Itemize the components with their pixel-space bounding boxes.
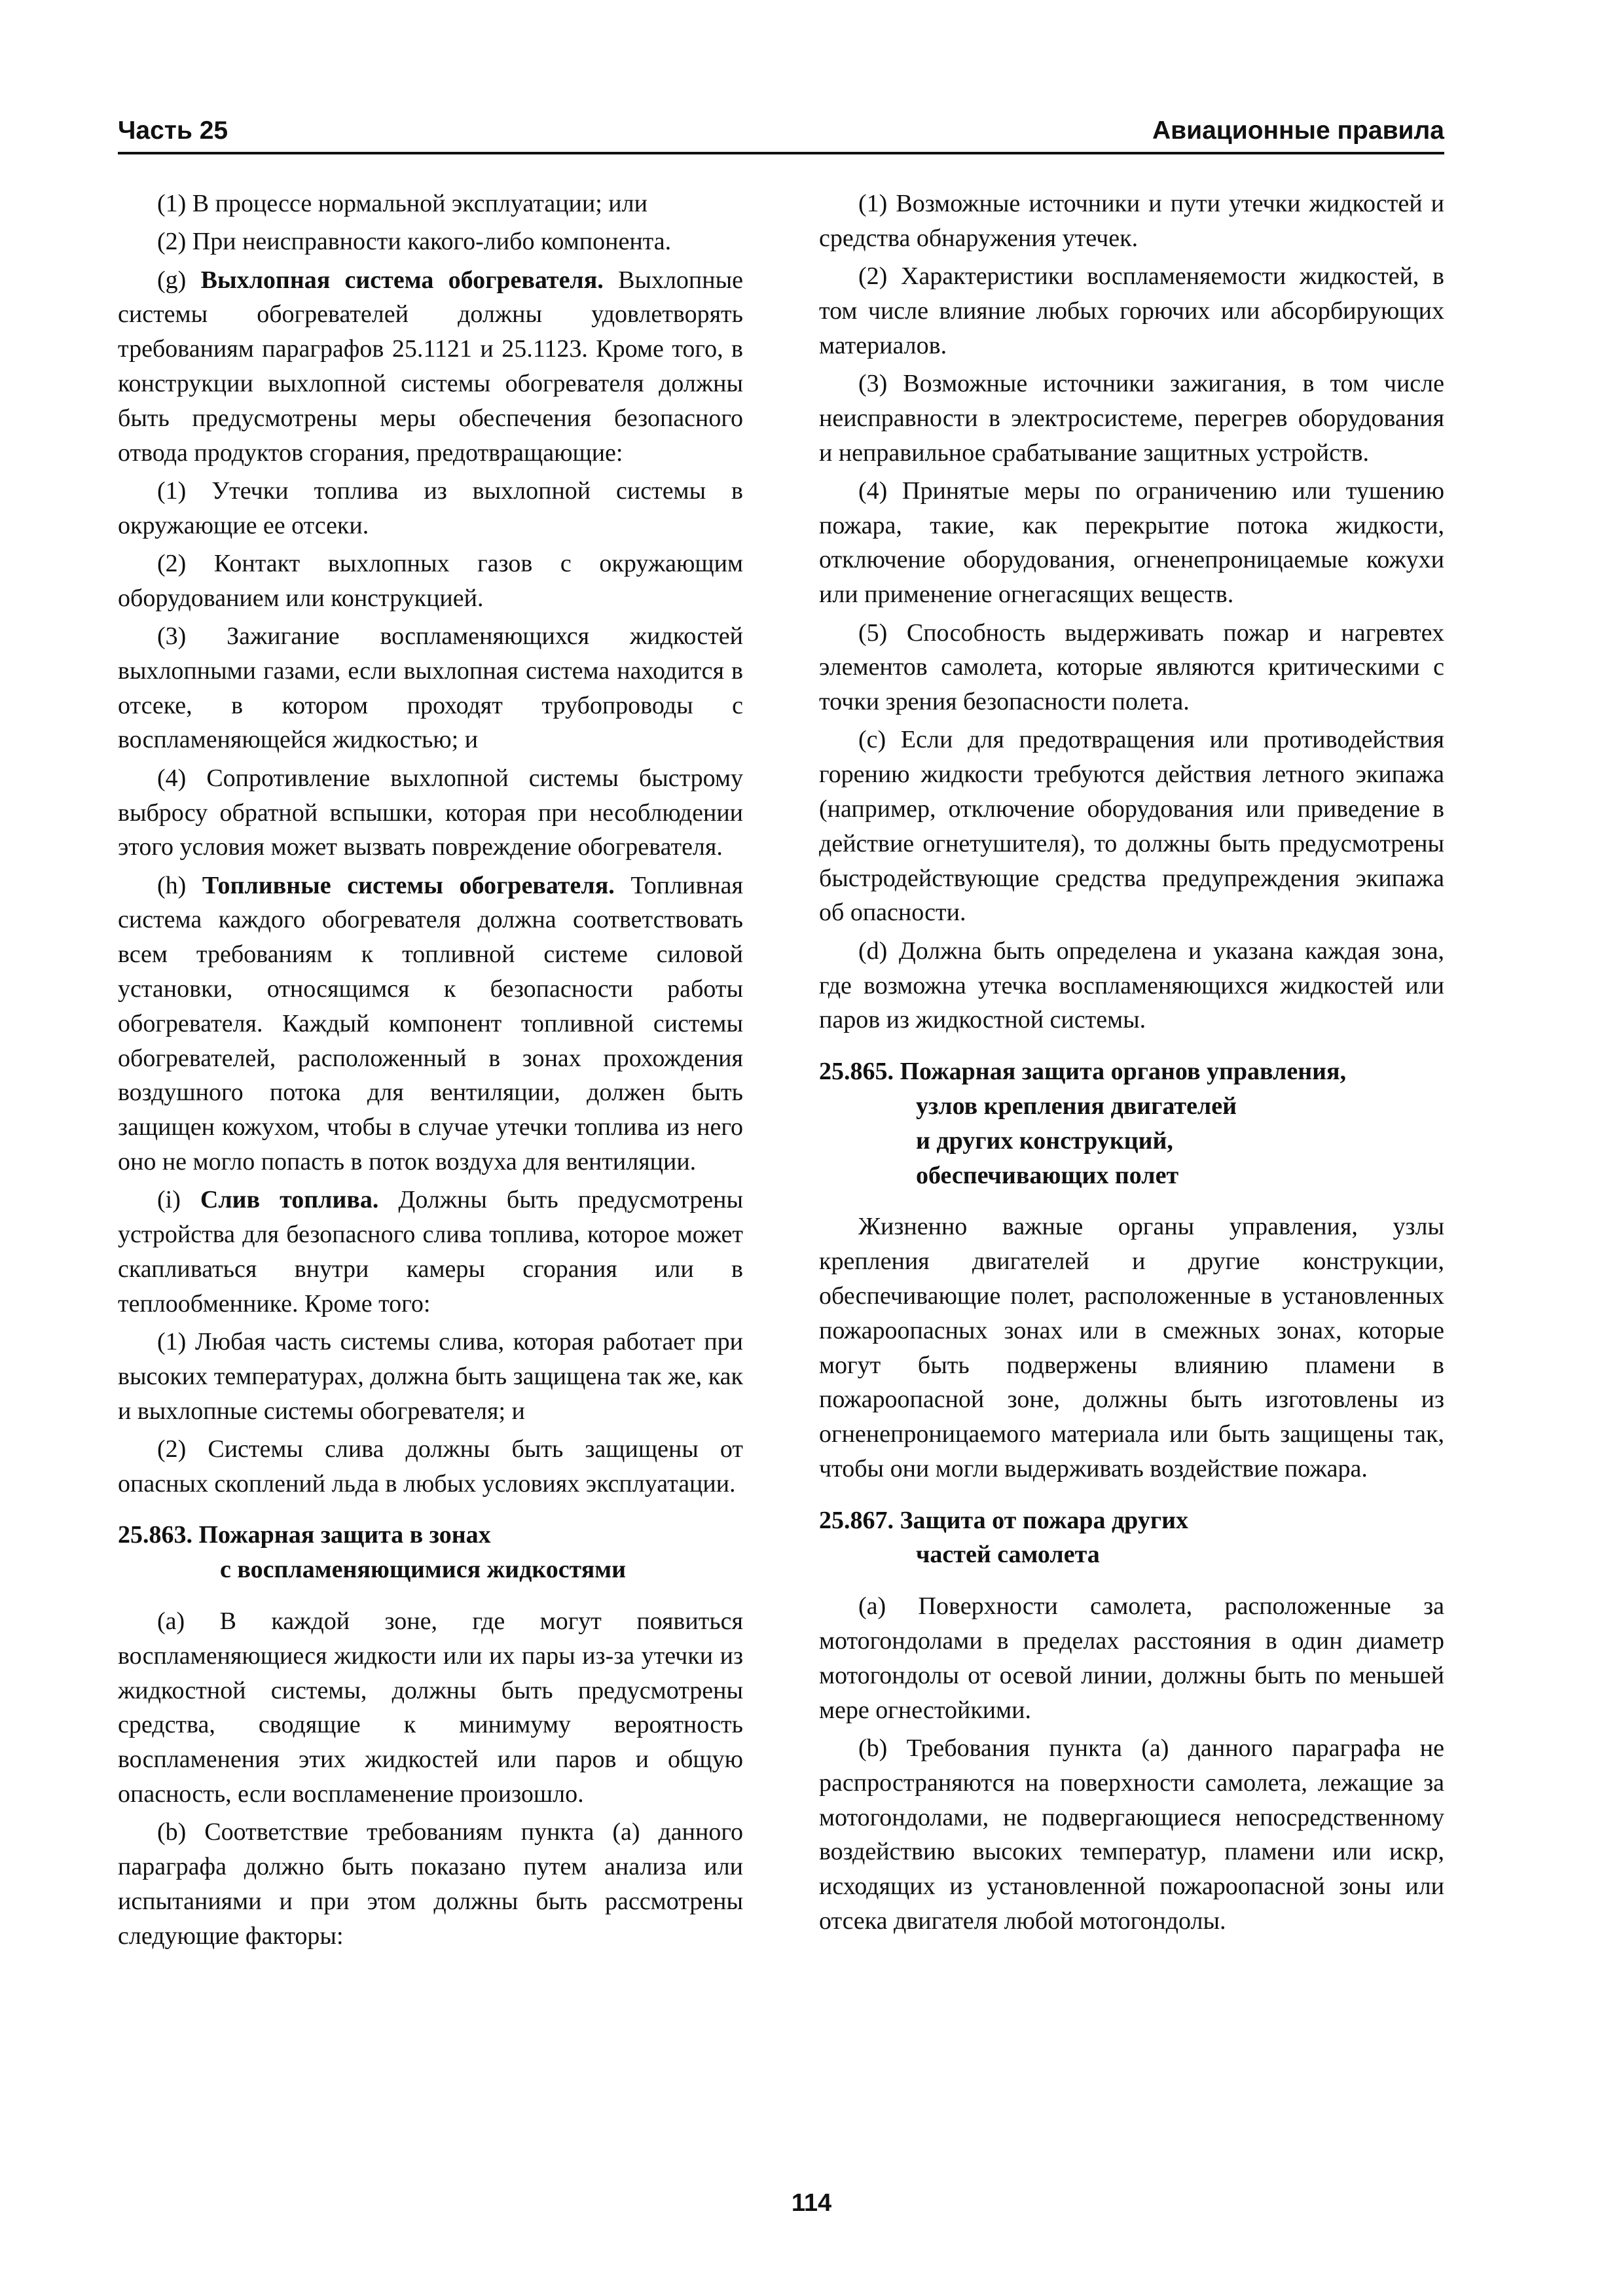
item-text: Выхлопные системы обогревателей должны удовлетворять требованиям параграфов 25.1121 и 25.1123. Кроме того, в конструкции выхлопной системы обогревателя должны быть предусмотрены меры обеспечения безопасного отвода продуктов сгорания, предотвращающие: bbox=[118, 266, 744, 467]
paragraph: (b) Соответствие требованиям пункта (a) данного параграфа должно быть показано путем анализа или испытаниями и при этом должны быть рассмотрены следующие факторы: bbox=[118, 1818, 743, 1950]
paragraph: (2) Контакт выхлопных газов с окружающим оборудованием или конструкцией. bbox=[118, 549, 743, 612]
paragraph: (1) Возможные источники и пути утечки жидкостей и средства обнаружения утечек. bbox=[819, 190, 1444, 252]
paragraph: (2) При неисправности какого-либо компонента. bbox=[157, 228, 672, 256]
section-title-line: Защита от пожара других bbox=[900, 1506, 1188, 1534]
item-label: (h) bbox=[157, 871, 187, 899]
section-title-line: Пожарная защита в зонах bbox=[198, 1521, 491, 1549]
paragraph: Жизненно важные органы управления, узлы крепления двигателей и другие конструкции, обеспечивающие полет, расположенные в установленных пожароопасных зонах или в смежных зонах, которые могут быть подвержены влиянию пламени в пожароопасной зоне, должны быть изготовлены из огненепроницаемого материала или быть защищены так, чтобы они могли выдерживать воздействие пожара. bbox=[819, 1213, 1444, 1482]
paragraph: (1) Утечки топлива из выхлопной системы в окружающие ее отсеки. bbox=[118, 476, 743, 539]
paragraph: (5) Способность выдерживать пожар и нагревтех элементов самолета, которые являются критическими с точки зрения безопасности полета. bbox=[819, 619, 1444, 716]
item-title: Топливные системы обогревателя. bbox=[202, 871, 615, 899]
paragraph: (2) Системы слива должны быть защищены от опасных скоплений льда в любых условиях эксплуатации. bbox=[118, 1435, 743, 1498]
section-heading-25-865 bbox=[819, 1054, 1444, 1193]
item-text: Должны быть предусмотрены устройства для безопасного слива топлива, которое может скапливаться внутри камеры сгорания или в теплообменнике. Кроме того: bbox=[118, 1186, 743, 1318]
section-heading-25-863 bbox=[118, 1518, 743, 1587]
paragraph: (3) Зажигание воспламеняющихся жидкостей выхлопными газами, если выхлопная система находится в отсеке, в котором проходят трубопроводы с воспламеняющейся жидкостью; и bbox=[118, 622, 743, 754]
paragraph-heater-exhaust bbox=[118, 263, 743, 471]
right-column bbox=[819, 187, 1444, 1942]
item-text: Топливная система каждого обогревателя должна соответствовать всем требованиям к топливной системе силовой установки, относящимся к безопасности работы обогревателя. Каждый компонент топливной системы обогревателей, расположенный в зонах прохождения воздушного потока для вентиляции, должен быть защищен кожухом, чтобы в случае утечки топлива из него оно не могло попасть в поток воздуха для вентиляции. bbox=[118, 871, 743, 1176]
paragraph: (4) Принятые меры по ограничению или тушению пожара, такие, как перекрытие потока жидкости, отключение оборудования, огненепроницаемые кожухи или применение огнегасящих веществ. bbox=[819, 476, 1444, 609]
section-title-line: обеспечивающих полет bbox=[916, 1161, 1179, 1189]
item-label: (g) bbox=[157, 266, 187, 294]
paragraph-heater-fuel bbox=[118, 869, 743, 1179]
paragraph: (1) В процессе нормальной эксплуатации; или bbox=[157, 190, 647, 217]
paragraph: (1) Любая часть системы слива, которая работает при высоких температурах, должна быть защищена так же, как и выхлопные системы обогревателя; и bbox=[118, 1328, 743, 1425]
paragraph-fuel-drain bbox=[118, 1183, 743, 1321]
paragraph: (4) Сопротивление выхлопной системы быстрому выбросу обратной вспышки, которая при несоблюдении этого условия может вызвать повреждение обогревателя. bbox=[118, 764, 743, 861]
running-header bbox=[118, 111, 1444, 154]
section-number: 25.863. bbox=[118, 1521, 192, 1549]
left-column bbox=[118, 187, 743, 1957]
paragraph: (a) В каждой зоне, где могут появиться воспламеняющиеся жидкости или их пары из-за утечки из жидкостной системы, должны быть предусмотрены средства, сводящие к минимуму вероятность воспламенения этих жидкостей или паров и общую опасность, если воспламенение произошло. bbox=[118, 1607, 743, 1808]
section-number: 25.867. bbox=[819, 1506, 894, 1534]
paragraph: (d) Должна быть определена и указана каждая зона, где возможна утечка воспламеняющихся жидкостей или паров из жидкостной системы. bbox=[819, 937, 1444, 1034]
section-title-line: частей самолета bbox=[916, 1541, 1100, 1569]
header-part-label: Часть 25 bbox=[118, 117, 228, 145]
section-title-line: узлов крепления двигателей bbox=[916, 1092, 1237, 1120]
item-title: Выхлопная система обогревателя. bbox=[200, 266, 604, 294]
paragraph: (a) Поверхности самолета, расположенные за мотогондолами в пределах расстояния в один диаметр мотогондолы от осевой линии, должны быть по меньшей мере огнестойкими. bbox=[819, 1592, 1444, 1724]
header-document-title: Авиационные правила bbox=[1152, 117, 1444, 145]
paragraph: (b) Требования пункта (a) данного параграфа не распространяются на поверхности самолета, лежащие за мотогондолами, не подвергающиеся непосредственному воздействию высоких температур, пламени или искр, исходящих из установленной пожароопасной зоны или отсека двигателя любой мотогондолы. bbox=[819, 1734, 1444, 1935]
paragraph: (c) Если для предотвращения или противодействия горению жидкости требуются действия летного экипажа (например, отключение оборудования или приведение в действие огнетушителя), то должны быть предусмотрены быстродействующие средства предупреждения экипажа об опасности. bbox=[819, 726, 1444, 927]
paragraph: (2) Характеристики воспламеняемости жидкостей, в том числе влияние любых горючих или абсорбирующих материалов. bbox=[819, 262, 1444, 359]
item-label: (i) bbox=[157, 1186, 181, 1214]
section-title-line: с воспламеняющимися жидкостями bbox=[220, 1556, 627, 1584]
section-title-line: Пожарная защита органов управления, bbox=[900, 1058, 1347, 1086]
paragraph: (3) Возможные источники зажигания, в том числе неисправности в электросистеме, перегрев оборудования и неправильное срабатывание защитных устройств. bbox=[819, 369, 1444, 467]
section-number: 25.865. bbox=[819, 1058, 894, 1086]
section-title-line: и других конструкций, bbox=[916, 1126, 1173, 1155]
section-heading-25-867 bbox=[819, 1503, 1444, 1573]
item-title: Слив топлива. bbox=[200, 1186, 379, 1214]
page-number: 114 bbox=[791, 2189, 832, 2217]
